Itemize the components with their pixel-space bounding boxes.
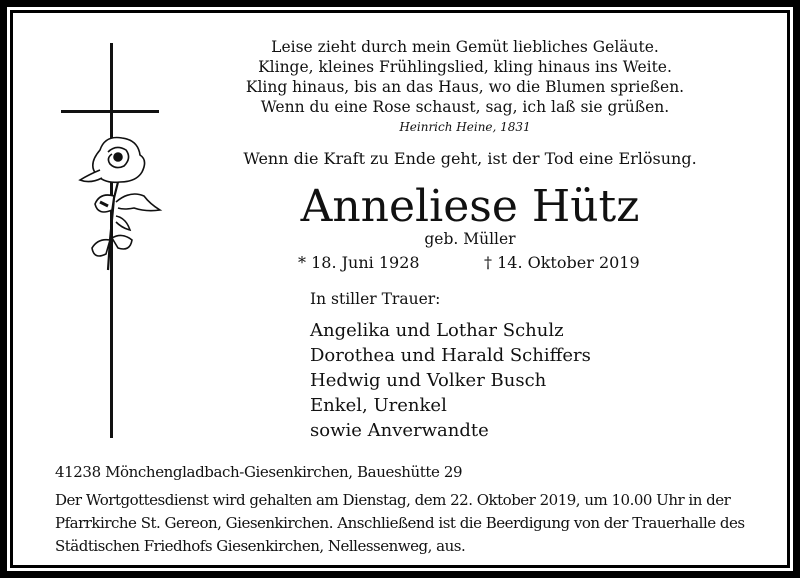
mourners-list (310, 318, 591, 443)
mourners-label: In stiller Trauer: (310, 290, 441, 308)
mourner-item: sowie Anverwandte (310, 420, 489, 441)
mourner-item: Hedwig und Volker Busch (310, 370, 547, 391)
mourner-item: Enkel, Urenkel (310, 395, 447, 416)
service-info (55, 489, 745, 558)
death-date: † 14. Oktober 2019 (484, 253, 640, 272)
maiden-name: geb. Müller (424, 230, 516, 248)
rose-icon (60, 130, 170, 280)
service-line: Städtischen Friedhofs Giesenkirchen, Nellessenweg, aus. (55, 537, 466, 555)
poem-line: Klinge, kleines Frühlingslied, kling hinaus ins Weite. (258, 58, 672, 76)
poem (240, 37, 690, 117)
address: 41238 Mönchengladbach-Giesenkirchen, Baueshütte 29 (55, 463, 463, 481)
service-line: Pfarrkirche St. Gereon, Giesenkirchen. Anschließend ist die Beerdigung von der Trauerhalle des (55, 514, 745, 532)
poem-line: Wenn du eine Rose schaust, sag, ich laß sie grüßen. (260, 98, 670, 116)
service-line: Der Wortgottesdienst wird gehalten am Dienstag, dem 22. Oktober 2019, um 10.00 Uhr in der (55, 491, 731, 509)
cross-horizontal-bar (61, 110, 159, 113)
deceased-name: Anneliese Hütz (300, 181, 640, 232)
poem-line: Kling hinaus, bis an das Haus, wo die Blumen sprießen. (245, 78, 685, 96)
poem-author: Heinrich Heine, 1831 (399, 120, 531, 134)
mourner-item: Angelika und Lothar Schulz (310, 320, 564, 341)
mourner-item: Dorothea und Harald Schiffers (310, 345, 591, 366)
motto: Wenn die Kraft zu Ende geht, ist der Tod eine Erlösung. (243, 149, 697, 168)
birth-date: * 18. Juni 1928 (298, 253, 420, 272)
poem-line: Leise zieht durch mein Gemüt liebliches Geläute. (271, 38, 659, 56)
